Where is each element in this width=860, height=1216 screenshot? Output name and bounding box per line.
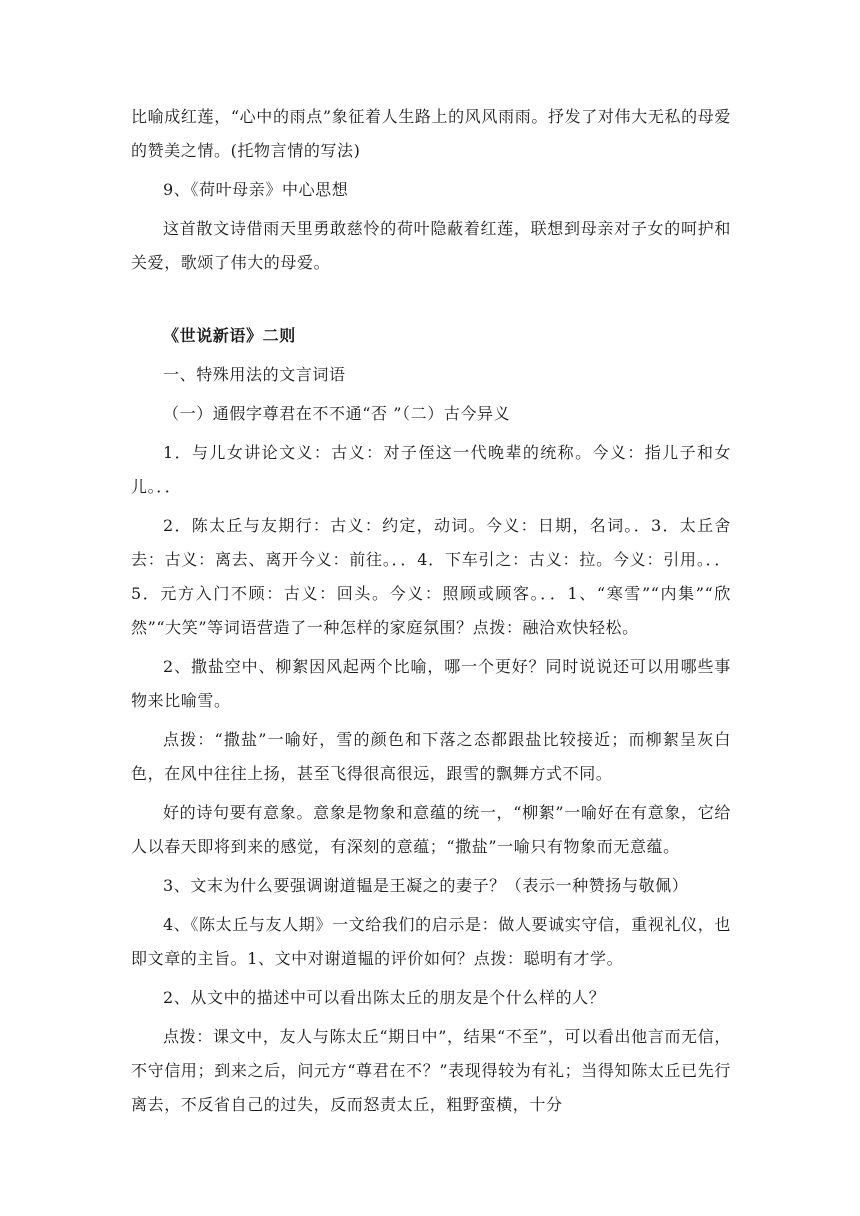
paragraph-heye-muqin-summary: 这首散文诗借雨天里勇敢慈怜的荷叶隐蔽着红莲，联想到母亲对子女的呵护和关爱，歌颂了伟大的母爱。 <box>131 219 731 272</box>
paragraph-chen-taiqiu-lesson: 4、《陈太丘与友人期》一文给我们的启示是：做人要诚实守信，重视礼仪，也即文章的主旨。1、文中对谢道韫的评价如何？点拨：聪明有才学。 <box>131 915 731 968</box>
subheading-tongjiazi-gujin: （一）通假字尊君在不不通“否 ”（二）古今异义 <box>163 404 511 423</box>
heading-special-words: 一、特殊用法的文言词语 <box>163 365 346 384</box>
question-two-metaphors: 2、撒盐空中、柳絮因风起两个比喻，哪一个更好？同时说说还可以用哪些事物来比喻雪。 <box>131 657 731 710</box>
paragraph-imagery: 好的诗句要有意象。意象是物象和意蕴的统一，“柳絮”一喻好在有意象，它给人以春天即将到来的感觉，有深刻的意蕴；“撒盐”一喻只有物象而无意蕴。 <box>131 803 731 856</box>
paragraph-items-2-to-5: 2．陈太丘与友期行：古义：约定，动词。今义：日期，名词。．3．太丘舍去：古义：离去、离开今义：前往。．．4．下车引之：古义：拉。今义：引用。．．5．元方入门不顾：古义：回头。今义：照顾或顾客。．．1、“寒雪”“内集”“欣然”“大笑”等词语营造了一种怎样的家庭氛围？点拨：融洽欢快轻松。 <box>131 516 731 637</box>
answer-friend-character: 点拨：课文中，友人与陈太丘“期日中”，结果“不至”，可以看出他言而无信，不守信用；到来之后，问元方“尊君在不？”表现得较为有礼；当得知陈太丘已先行离去，不反省自己的过失，反而怒责太丘，粗野蛮横，十分 <box>131 1027 731 1114</box>
question-friend-character: 2、从文中的描述中可以看出陈太丘的朋友是个什么样的人？ <box>163 988 606 1007</box>
paragraph-honglian-metaphor: 比喻成红莲，“心中的雨点”象征着人生路上的风风雨雨。抒发了对伟大无私的母爱的赞美之情。(托物言情的写法) <box>131 107 731 160</box>
heading-heye-muqin-theme: 9、《荷叶母亲》中心思想 <box>163 180 349 199</box>
section-title-shishuo-xinyu: 《世说新语》二则 <box>163 326 296 345</box>
answer-salt-metaphor: 点拨：“撒盐”一喻好，雪的颜色和下落之态都跟盐比较接近；而柳絮呈灰白色，在风中往往上扬，甚至飞得很高很远，跟雪的飘舞方式不同。 <box>131 730 731 783</box>
paragraph-item-1-ernv: 1．与儿女讲论文义：古义：对子侄这一代晚辈的统称。今义：指儿子和女儿。．． <box>131 443 731 496</box>
document-page <box>131 100 731 1122</box>
question-xie-daoyun-wife: 3、文末为什么要强调谢道韫是王凝之的妻子？（表示一种赞扬与敬佩） <box>163 876 689 895</box>
